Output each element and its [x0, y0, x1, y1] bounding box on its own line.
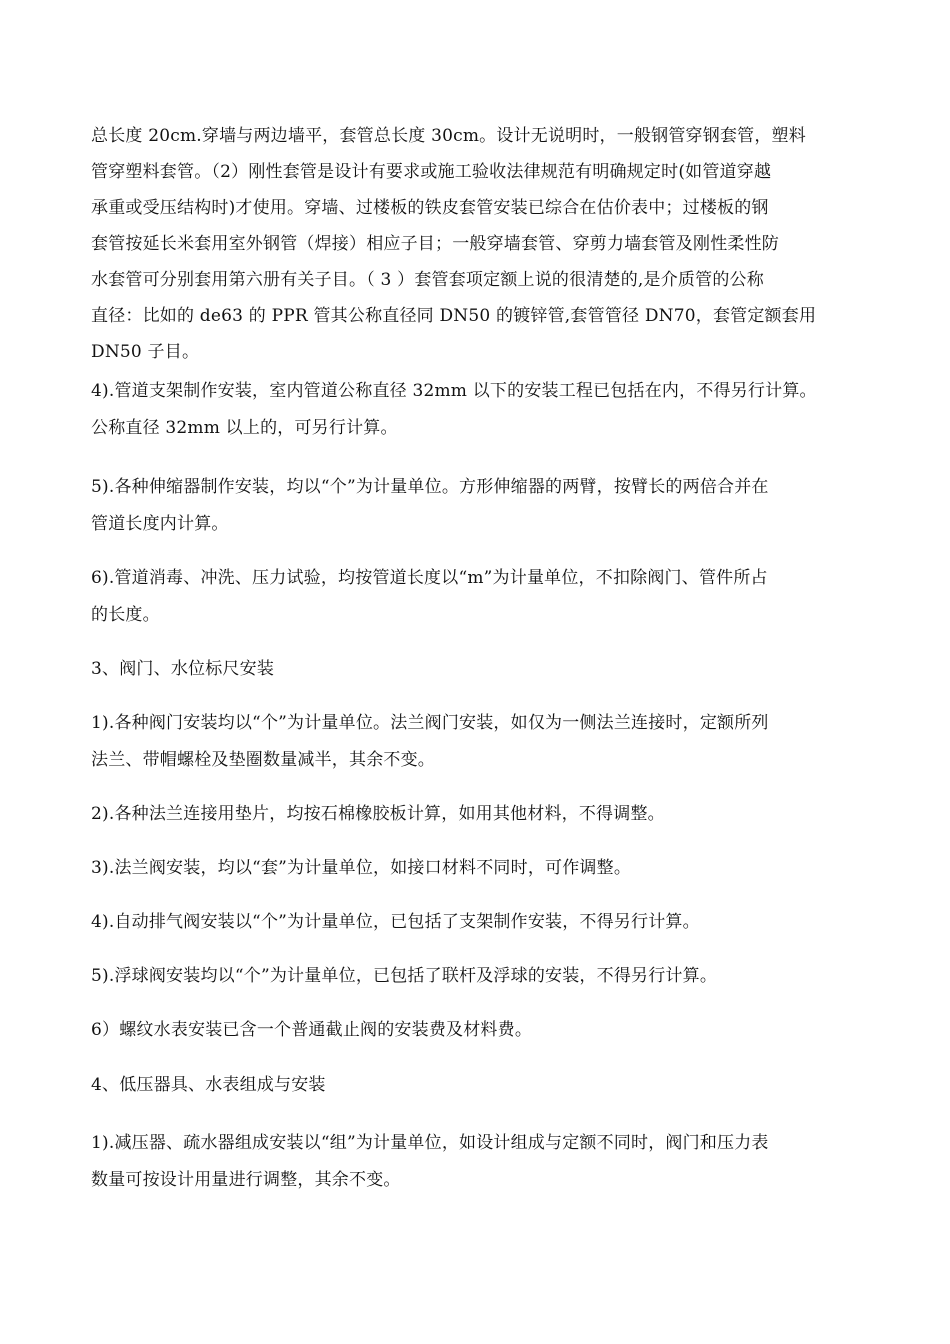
section-heading: 3、阀门、水位标尺安装: [91, 659, 275, 679]
section-heading: 4、低压器具、水表组成与安装: [91, 1075, 326, 1095]
text-line: 6).管道消毒、冲洗、压力试验，均按管道长度以“m”为计量单位，不扣除阀门、管件所占: [91, 568, 768, 588]
text-line: 公称直径 32mm 以上的，可另行计算。: [91, 418, 398, 438]
text-line: 4).管道支架制作安装，室内管道公称直径 32mm 以下的安装工程已包括在内，不得另行计算。: [91, 381, 817, 401]
text-line: 4).自动排气阀安装以“个”为计量单位，已包括了支架制作安装，不得另行计算。: [91, 912, 700, 932]
text-line: 1).减压器、疏水器组成安装以“组”为计量单位，如设计组成与定额不同时，阀门和压力表: [91, 1133, 769, 1153]
text-line: 5).浮球阀安装均以“个”为计量单位，已包括了联杆及浮球的安装，不得另行计算。: [91, 966, 718, 986]
text-line: 5).各种伸缩器制作安装，均以“个”为计量单位。方形伸缩器的两臂，按臂长的两倍合并在: [91, 477, 769, 497]
text-line: 管道长度内计算。: [91, 514, 229, 534]
text-line: 的长度。: [91, 605, 160, 625]
text-line: 套管按延长米套用室外钢管（焊接）相应子目；一般穿墙套管、穿剪力墙套管及刚性柔性防: [91, 234, 779, 254]
text-line: 直径：比如的 de63 的 PPR 管其公称直径同 DN50 的镀锌管,套管管径 DN70，套管定额套用: [91, 306, 817, 326]
text-line: 数量可按设计用量进行调整，其余不变。: [91, 1170, 401, 1190]
text-line: 总长度 20cm.穿墙与两边墙平，套管总长度 30cm。设计无说明时，一般钢管穿钢套管，塑料: [91, 126, 806, 146]
text-line: 水套管可分别套用第六册有关子目。（ 3 ）套管套项定额上说的很清楚的,是介质管的公称: [91, 270, 764, 290]
text-line: 法兰、带帽螺栓及垫圈数量减半，其余不变。: [91, 750, 435, 770]
text-line: 1).各种阀门安装均以“个”为计量单位。法兰阀门安装，如仅为一侧法兰连接时，定额所列: [91, 713, 769, 733]
text-line: DN50 子目。: [91, 342, 200, 362]
text-line: 6）螺纹水表安装已含一个普通截止阀的安装费及材料费。: [91, 1020, 533, 1040]
text-line: 2).各种法兰连接用垫片，均按石棉橡胶板计算，如用其他材料，不得调整。: [91, 804, 665, 824]
text-line: 3).法兰阀安装，均以“套”为计量单位，如接口材料不同时，可作调整。: [91, 858, 632, 878]
text-line: 承重或受压结构时)才使用。穿墙、过楼板的铁皮套管安装已综合在估价表中；过楼板的钢: [91, 198, 769, 218]
text-line: 管穿塑料套管。（2）刚性套管是设计有要求或施工验收法律规范有明确规定时(如管道穿越: [91, 162, 772, 182]
